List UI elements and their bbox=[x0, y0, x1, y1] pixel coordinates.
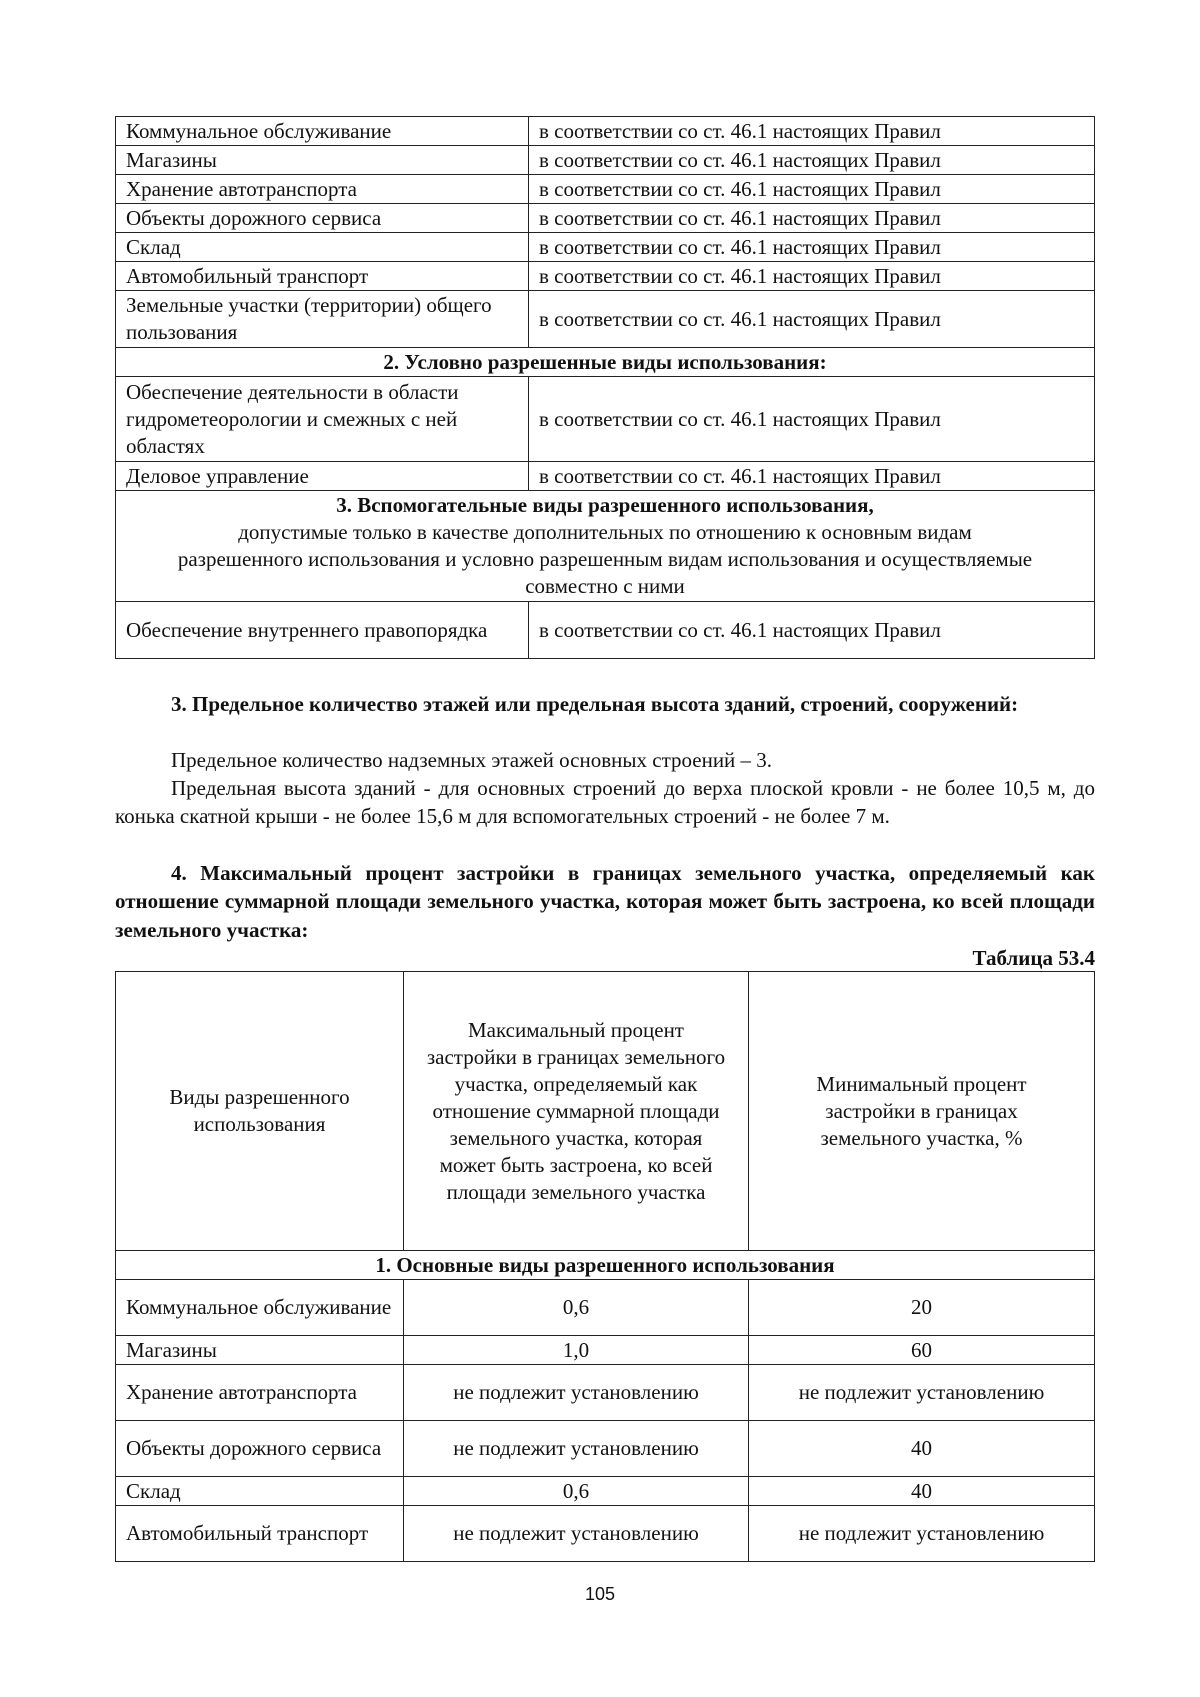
paragraph: Предельная высота зданий - для основных строений до верха плоской кровли - не более 10,5 м, до конька скатной крыши - не более 15,6 м для вспомогательных строений - не более 7 м. bbox=[115, 776, 1095, 829]
use-value: в соответствии со ст. 46.1 настоящих Правил bbox=[529, 117, 1095, 146]
section-heading: 2. Условно разрешенные виды использования: bbox=[116, 348, 1095, 377]
use-name: Обеспечение внутреннего правопорядка bbox=[116, 602, 529, 659]
table-row bbox=[116, 1365, 1095, 1421]
use-value: в соответствии со ст. 46.1 настоящих Правил bbox=[529, 233, 1095, 262]
table-row bbox=[116, 1477, 1095, 1506]
use-name: Магазины bbox=[116, 146, 529, 175]
table-row bbox=[116, 233, 1095, 262]
use-name: Коммунальное обслуживание bbox=[116, 117, 529, 146]
max-percent: 0,6 bbox=[404, 1280, 749, 1336]
max-percent: 0,6 bbox=[404, 1477, 749, 1506]
min-percent: 40 bbox=[749, 1421, 1095, 1477]
use-value: в соответствии со ст. 46.1 настоящих Правил bbox=[529, 462, 1095, 491]
use-name: Магазины bbox=[116, 1336, 404, 1365]
use-value: в соответствии со ст. 46.1 настоящих Правил bbox=[529, 175, 1095, 204]
use-name: Хранение автотранспорта bbox=[116, 175, 529, 204]
use-value: в соответствии со ст. 46.1 настоящих Правил bbox=[529, 377, 1095, 462]
table-row bbox=[116, 204, 1095, 233]
max-percent: 1,0 bbox=[404, 1336, 749, 1365]
min-percent: 40 bbox=[749, 1477, 1095, 1506]
section-4-heading: 4. Максимальный процент застройки в границах земельного участка, определяемый как отношение суммарной площади земельного участка, которая может быть застроена, ко всей площади земельного участка: bbox=[115, 861, 1095, 942]
use-value: в соответствии со ст. 46.1 настоящих Правил bbox=[529, 291, 1095, 348]
use-value: в соответствии со ст. 46.1 настоящих Правил bbox=[529, 204, 1095, 233]
use-name: Хранение автотранспорта bbox=[116, 1365, 404, 1421]
paragraph: Предельное количество надземных этажей основных строений – 3. bbox=[171, 748, 773, 772]
section-heading: 1. Основные виды разрешенного использования bbox=[116, 1251, 1095, 1280]
use-name: Обеспечение деятельности в области гидрометеорологии и смежных с ней областях bbox=[116, 377, 529, 462]
table-row bbox=[116, 1280, 1095, 1336]
use-name: Коммунальное обслуживание bbox=[116, 1280, 404, 1336]
use-name: Автомобильный транспорт bbox=[116, 262, 529, 291]
table-row bbox=[116, 462, 1095, 491]
use-name: Склад bbox=[116, 1477, 404, 1506]
use-value: в соответствии со ст. 46.1 настоящих Правил bbox=[529, 146, 1095, 175]
table-row bbox=[116, 262, 1095, 291]
column-header: Виды разрешенного использования bbox=[116, 972, 404, 1251]
use-name: Автомобильный транспорт bbox=[116, 1506, 404, 1562]
use-name: Объекты дорожного сервиса bbox=[116, 1421, 404, 1477]
use-name: Объекты дорожного сервиса bbox=[116, 204, 529, 233]
use-name: Земельные участки (территории) общего пользования bbox=[116, 291, 529, 348]
min-percent: 20 bbox=[749, 1280, 1095, 1336]
min-percent: не подлежит установлению bbox=[749, 1506, 1095, 1562]
permitted-use-table bbox=[115, 116, 1095, 659]
min-percent: не подлежит установлению bbox=[749, 1365, 1095, 1421]
table-row bbox=[116, 602, 1095, 659]
max-percent: не подлежит установлению bbox=[404, 1365, 749, 1421]
column-header: Максимальный процент застройки в границах земельного участка, определяемый как отношение суммарной площади земельного участка, которая может быть застроена, ко всей площади земельного участка bbox=[404, 972, 749, 1251]
table-row bbox=[116, 1336, 1095, 1365]
section-heading: 3. Вспомогательные виды разрешенного использования, bbox=[336, 493, 874, 517]
table-row bbox=[116, 117, 1095, 146]
max-percent: не подлежит установлению bbox=[404, 1421, 749, 1477]
table-row bbox=[116, 146, 1095, 175]
section-row bbox=[116, 1251, 1095, 1280]
building-coverage-table bbox=[115, 971, 1095, 1562]
page-number: 105 bbox=[584, 1584, 616, 1604]
section-description: допустимые только в качестве дополнительных по отношению к основным видам разрешенного использования и условно разрешенным видам использования и осуществляемые совместно с ними bbox=[177, 520, 1033, 598]
table-row bbox=[116, 1506, 1095, 1562]
table-row bbox=[116, 1421, 1095, 1477]
table-caption: Таблица 53.4 bbox=[972, 946, 1095, 970]
table-row bbox=[116, 377, 1095, 462]
section-row bbox=[116, 491, 1095, 602]
section-row bbox=[116, 348, 1095, 377]
table-row bbox=[116, 175, 1095, 204]
use-value: в соответствии со ст. 46.1 настоящих Правил bbox=[529, 262, 1095, 291]
max-percent: не подлежит установлению bbox=[404, 1506, 749, 1562]
table-row bbox=[116, 291, 1095, 348]
section-3-heading: 3. Предельное количество этажей или предельная высота зданий, строений, сооружений: bbox=[171, 692, 1019, 716]
min-percent: 60 bbox=[749, 1336, 1095, 1365]
column-header: Минимальный процент застройки в границах земельного участка, % bbox=[749, 972, 1095, 1251]
header-row bbox=[116, 972, 1095, 1251]
use-name: Склад bbox=[116, 233, 529, 262]
use-value: в соответствии со ст. 46.1 настоящих Правил bbox=[529, 602, 1095, 659]
use-name: Деловое управление bbox=[116, 462, 529, 491]
